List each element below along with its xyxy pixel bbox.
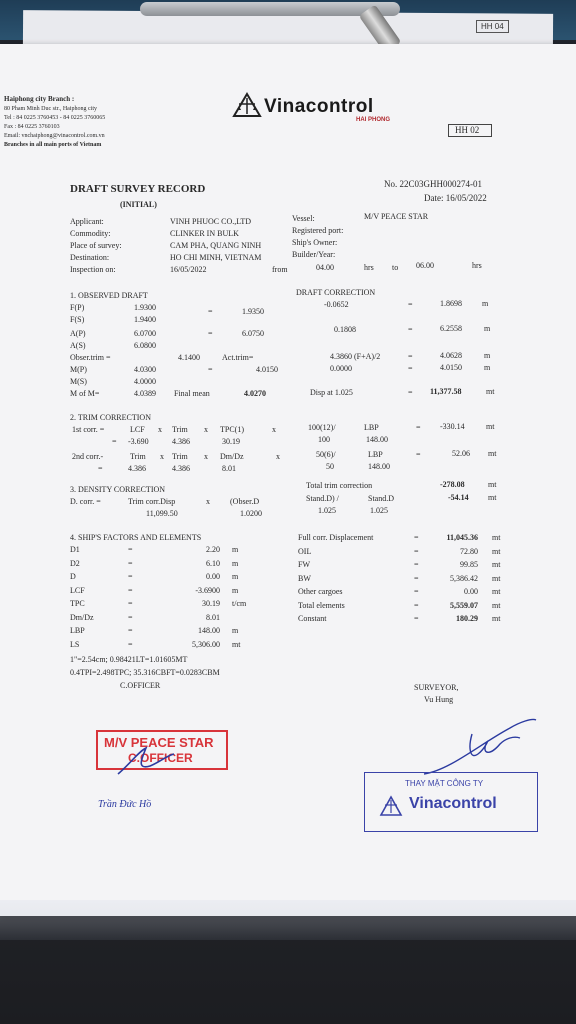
factor-eq: = <box>128 639 133 649</box>
factor-key: LBP <box>70 626 85 635</box>
summary-unit: mt <box>492 546 501 556</box>
total-trim-label: Total trim correction <box>306 481 373 490</box>
summary-eq: = <box>414 573 419 583</box>
factor-key: LS <box>70 639 80 649</box>
factor-eq: = <box>128 585 133 595</box>
ships-factors-heading: 4. SHIP'S FACTORS AND ELEMENTS <box>70 533 202 542</box>
registered-port-label: Registered port: <box>292 226 344 235</box>
obs-trim-label: Obser.trim = <box>70 353 111 362</box>
mofm-label: M of M= <box>70 389 100 398</box>
disp-unit: mt <box>486 387 495 396</box>
trim-label-2: Trim <box>130 452 146 461</box>
conversion-note-2: 0.4TPI=2.498TPC; 35.316CBFT=0.0283CBM <box>70 668 220 677</box>
inspection-value: 16/05/2022 <box>170 265 207 274</box>
lbp-value: 148.00 <box>366 435 388 444</box>
to-label: to <box>392 263 399 272</box>
eq-corr-mean: = <box>408 352 413 361</box>
vinacontrol-logo-text: Vinacontrol <box>264 96 374 117</box>
place-value: CAM PHA, QUANG NINH <box>170 241 262 250</box>
draft-survey-document <box>0 44 576 916</box>
unit-m-1: m <box>482 299 489 308</box>
officer-title: C.OFFICER <box>120 681 161 690</box>
factor-unit: m <box>232 545 239 554</box>
eq-corr-aft: = <box>408 325 413 334</box>
lcf-value: -3.690 <box>128 437 149 446</box>
fp-label: F(P) <box>70 303 85 312</box>
applicant-label: Applicant: <box>70 217 104 226</box>
aft-mean: 6.0750 <box>242 329 264 338</box>
factor-unit: m <box>232 558 239 568</box>
trim-disp-label: Trim corr.Disp <box>128 497 176 506</box>
destination-value: HO CHI MINH, VIETNAM <box>170 253 262 262</box>
x-sign-3: x <box>272 425 276 434</box>
branch-address: 80 Pham Minh Duc str., Haiphong city <box>4 106 97 112</box>
eq-fwd: = <box>208 307 213 316</box>
factor-unit: m <box>232 626 239 635</box>
x-sign-6: x <box>276 452 280 461</box>
second-corr-value: 52.06 <box>452 449 470 458</box>
eq-second-corr: = <box>416 450 421 459</box>
factor-value: 0.00 <box>206 572 220 581</box>
factor-eq: = <box>128 572 133 581</box>
sheet-tag: HH 02 <box>455 125 480 135</box>
vessel-stamp-line-1: M/V PEACE STAR <box>104 735 214 750</box>
summary-key: OIL <box>298 546 312 556</box>
factor-value: 148.00 <box>198 626 220 635</box>
unit-m-2: m <box>484 324 491 333</box>
x-sign-7: x <box>206 497 210 506</box>
to-time: 06.00 <box>416 261 434 270</box>
dmdz-value: 8.01 <box>222 464 236 473</box>
tpc-label: TPC(1) <box>220 425 244 434</box>
summary-eq: = <box>414 614 419 623</box>
lbp-label: LBP <box>364 423 379 432</box>
total-trim-value: -278.08 <box>440 480 465 489</box>
disp-label: Disp at 1.025 <box>310 388 353 397</box>
summary-unit: mt <box>492 573 501 583</box>
commodity-value: CLINKER IN BULK <box>170 229 239 238</box>
summary-value: 180.29 <box>456 614 478 623</box>
trim-disp-value: 11,099.50 <box>146 509 178 518</box>
document-title: DRAFT SURVEY RECORD <box>70 183 206 195</box>
summary-eq: = <box>414 600 419 610</box>
ratio-1-denominator: 100 <box>318 435 330 444</box>
mean-corrected-1: 4.0628 <box>440 351 462 360</box>
factor-value: 5,306.00 <box>192 639 220 649</box>
factor-key: TPC <box>70 599 85 608</box>
eq-first-corr: = <box>416 423 421 432</box>
first-corr-label: 1st corr. = <box>72 425 105 434</box>
summary-key: Total elements <box>298 600 345 610</box>
summary-value: 72.80 <box>460 546 478 556</box>
as-label: A(S) <box>70 341 86 350</box>
summary-value: 0.00 <box>464 587 478 596</box>
from-label: from <box>272 265 288 274</box>
summary-unit: mt <box>492 614 501 623</box>
factor-unit: mt <box>232 639 241 649</box>
summary-key: Constant <box>298 614 327 623</box>
plastic-sleeve-edge <box>0 900 576 940</box>
obs-density-value: 1.0200 <box>240 509 262 518</box>
mean-corrected-2: 4.0150 <box>440 363 462 372</box>
eq-corr-fwd: = <box>408 300 413 309</box>
surveyor-title: SURVEYOR, <box>414 683 459 692</box>
x-sign-5: x <box>204 452 208 461</box>
trim-value-3: 4.386 <box>172 464 190 473</box>
x-sign-2: x <box>204 425 208 434</box>
trim-label-3: Trim <box>172 452 188 461</box>
trim-correction-heading: 2. TRIM CORRECTION <box>70 413 151 422</box>
company-stamp-logo-icon <box>379 795 403 817</box>
hrs-label-2: hrs <box>472 261 482 270</box>
fa-mean-label: 4.3860 (F+A)/2 <box>330 352 381 361</box>
eq-act: = <box>208 365 213 374</box>
fp-value: 1.9300 <box>134 303 156 312</box>
eq-disp: = <box>408 388 413 397</box>
mid-correction: 0.0000 <box>330 364 352 373</box>
vessel-value: M/V PEACE STAR <box>364 212 429 221</box>
dmdz-label: Dm/Dz <box>220 452 244 461</box>
document-subtitle: (INITIAL) <box>120 200 157 209</box>
officer-signature-icon <box>116 744 176 780</box>
summary-key: FW <box>298 560 310 569</box>
trim-value-2: 4.386 <box>128 464 146 473</box>
factor-unit: m <box>232 585 239 595</box>
branch-email: Email: vnchaiphong@vinacontrol.com.vn <box>4 133 105 139</box>
factor-value: 2.20 <box>206 545 220 554</box>
final-mean-label: Final mean <box>174 389 210 398</box>
trim-label: Trim <box>172 425 188 434</box>
as-value: 6.0800 <box>134 341 156 350</box>
fs-value: 1.9400 <box>134 315 156 324</box>
eq-corr-mid: = <box>408 364 413 373</box>
summary-value: 5,559.07 <box>450 600 478 610</box>
summary-eq: = <box>414 587 419 596</box>
ap-label: A(P) <box>70 329 86 338</box>
summary-key: Full corr. Displacement <box>298 533 374 542</box>
ratio-2-denominator: 50 <box>326 462 334 471</box>
officer-handwritten-name: Trần Đức Hồ <box>98 799 152 810</box>
aft-correction: 0.1808 <box>334 325 356 334</box>
total-trim-unit: mt <box>488 480 497 489</box>
ratio-2: 50(6)/ <box>316 450 336 459</box>
lbp-value-2: 148.00 <box>368 462 390 471</box>
stand-density-value-2: 1.025 <box>370 506 388 515</box>
summary-key: BW <box>298 573 311 583</box>
branch-ports: Branches in all main ports of Vietnam <box>4 142 102 148</box>
unit-m-4: m <box>484 363 491 372</box>
act-trim-label: Act.trim= <box>222 353 254 362</box>
eq-aft: = <box>208 329 213 338</box>
builder-label: Builder/Year: <box>292 250 336 259</box>
first-corr-value: -330.14 <box>440 422 465 431</box>
logo-location: HAI PHONG <box>356 117 391 123</box>
summary-eq: = <box>414 533 419 542</box>
destination-label: Destination: <box>70 253 110 262</box>
branch-tel: Tel : 84 0225 3760453 - 84 0225 3760065 <box>4 115 106 121</box>
x-sign-1: x <box>158 425 162 434</box>
place-label: Place of survey: <box>70 241 122 250</box>
eq-lcf: = <box>112 437 117 446</box>
fwd-mean: 1.9350 <box>242 307 264 316</box>
owner-label: Ship's Owner: <box>292 238 338 247</box>
summary-value: 99.85 <box>460 560 478 569</box>
factor-eq: = <box>128 626 133 635</box>
surveyor-signature-icon <box>420 714 540 780</box>
first-corr-unit: mt <box>486 422 495 431</box>
aft-corrected: 6.2558 <box>440 324 462 333</box>
surveyor-name: Vu Hung <box>424 695 454 704</box>
hrs-label: hrs <box>364 263 374 272</box>
report-date: Date: 16/05/2022 <box>424 193 487 203</box>
unit-m-3: m <box>484 351 491 360</box>
factor-unit: t/cm <box>232 599 247 608</box>
fs-label: F(S) <box>70 315 85 324</box>
second-corr-unit: mt <box>488 449 497 458</box>
vessel-label: Vessel: <box>292 214 315 223</box>
lcf-label: LCF <box>130 425 145 434</box>
act-trim-value: 4.0150 <box>256 365 278 374</box>
commodity-label: Commodity: <box>70 229 111 238</box>
draft-correction-heading: DRAFT CORRECTION <box>296 288 376 297</box>
density-correction-heading: 3. DENSITY CORRECTION <box>70 485 166 494</box>
factor-eq: = <box>128 558 133 568</box>
summary-value: 11,045.36 <box>446 533 478 542</box>
stand-density-label: Stand.D) / <box>306 494 339 503</box>
company-stamp-line-1: THAY MẶT CÔNG TY <box>405 779 484 788</box>
factor-key: D <box>70 572 76 581</box>
factor-eq: = <box>128 612 133 622</box>
factor-eq: = <box>128 599 133 608</box>
mofm-value: 4.0389 <box>134 389 156 398</box>
trim-value: 4.386 <box>172 437 190 446</box>
density-corr-unit: mt <box>488 493 497 502</box>
factor-key: D2 <box>70 558 80 568</box>
summary-key: Other cargoes <box>298 587 343 596</box>
obs-trim-value: 4.1400 <box>178 353 200 362</box>
branch-name: Haiphong city Branch : <box>4 95 75 103</box>
factor-value: 8.01 <box>206 612 220 622</box>
company-stamp <box>364 772 538 832</box>
back-sheet-tag: HH 04 <box>476 20 509 33</box>
company-stamp-line-2: Vinacontrol <box>409 795 497 812</box>
ap-value: 6.0700 <box>134 329 156 338</box>
stand-density-label-2: Stand.D <box>368 494 394 503</box>
vinacontrol-logo-icon <box>232 92 262 118</box>
from-time: 04.00 <box>316 263 334 272</box>
dcorr-label: D. corr. = <box>70 497 101 506</box>
report-number: No. 22C03GHH000274-01 <box>384 179 482 189</box>
factor-value: 6.10 <box>206 558 220 568</box>
summary-value: 5,386.42 <box>450 573 478 583</box>
final-mean-value: 4.0270 <box>244 389 266 398</box>
observed-draft-heading: 1. OBSERVED DRAFT <box>70 291 148 300</box>
applicant-value: VINH PHUOC CO.,LTD <box>170 217 252 226</box>
x-sign-4: x <box>160 452 164 461</box>
branch-fax: Fax : 84 0225 3760103 <box>4 124 60 130</box>
factor-key: Dm/Dz <box>70 612 94 622</box>
factor-key: D1 <box>70 545 80 554</box>
conversion-note-1: 1"=2.54cm; 0.98421LT=1.01605MT <box>70 655 188 664</box>
stand-density-value: 1.025 <box>318 506 336 515</box>
factor-eq: = <box>128 545 133 554</box>
mp-value: 4.0300 <box>134 365 156 374</box>
summary-eq: = <box>414 560 419 569</box>
tpc-value: 30.19 <box>222 437 240 446</box>
ratio-1: 100(12)/ <box>308 423 336 432</box>
density-corr-value: -54.14 <box>448 493 469 502</box>
mp-label: M(P) <box>70 365 87 374</box>
second-corr-label: 2nd corr.- <box>72 452 104 461</box>
factor-value: 30.19 <box>202 599 220 608</box>
ms-value: 4.0000 <box>134 377 156 386</box>
inspection-label: Inspection on: <box>70 265 116 274</box>
summary-unit: mt <box>492 600 501 610</box>
factor-value: -3.6900 <box>195 585 220 595</box>
summary-unit: mt <box>492 587 501 596</box>
vessel-stamp-line-2: C.OFFICER <box>128 751 193 765</box>
factor-unit: m <box>232 572 239 581</box>
fwd-corrected: 1.8698 <box>440 299 462 308</box>
summary-eq: = <box>414 546 419 556</box>
eq-second: = <box>98 464 103 473</box>
ms-label: M(S) <box>70 377 87 386</box>
lbp-label-2: LBP <box>368 450 383 459</box>
summary-unit: mt <box>492 560 501 569</box>
fwd-correction: -0.0652 <box>324 300 349 309</box>
disp-value: 11,377.58 <box>430 387 462 396</box>
summary-unit: mt <box>492 533 501 542</box>
factor-key: LCF <box>70 585 85 595</box>
obs-density-label: (Obser.D <box>230 497 260 506</box>
